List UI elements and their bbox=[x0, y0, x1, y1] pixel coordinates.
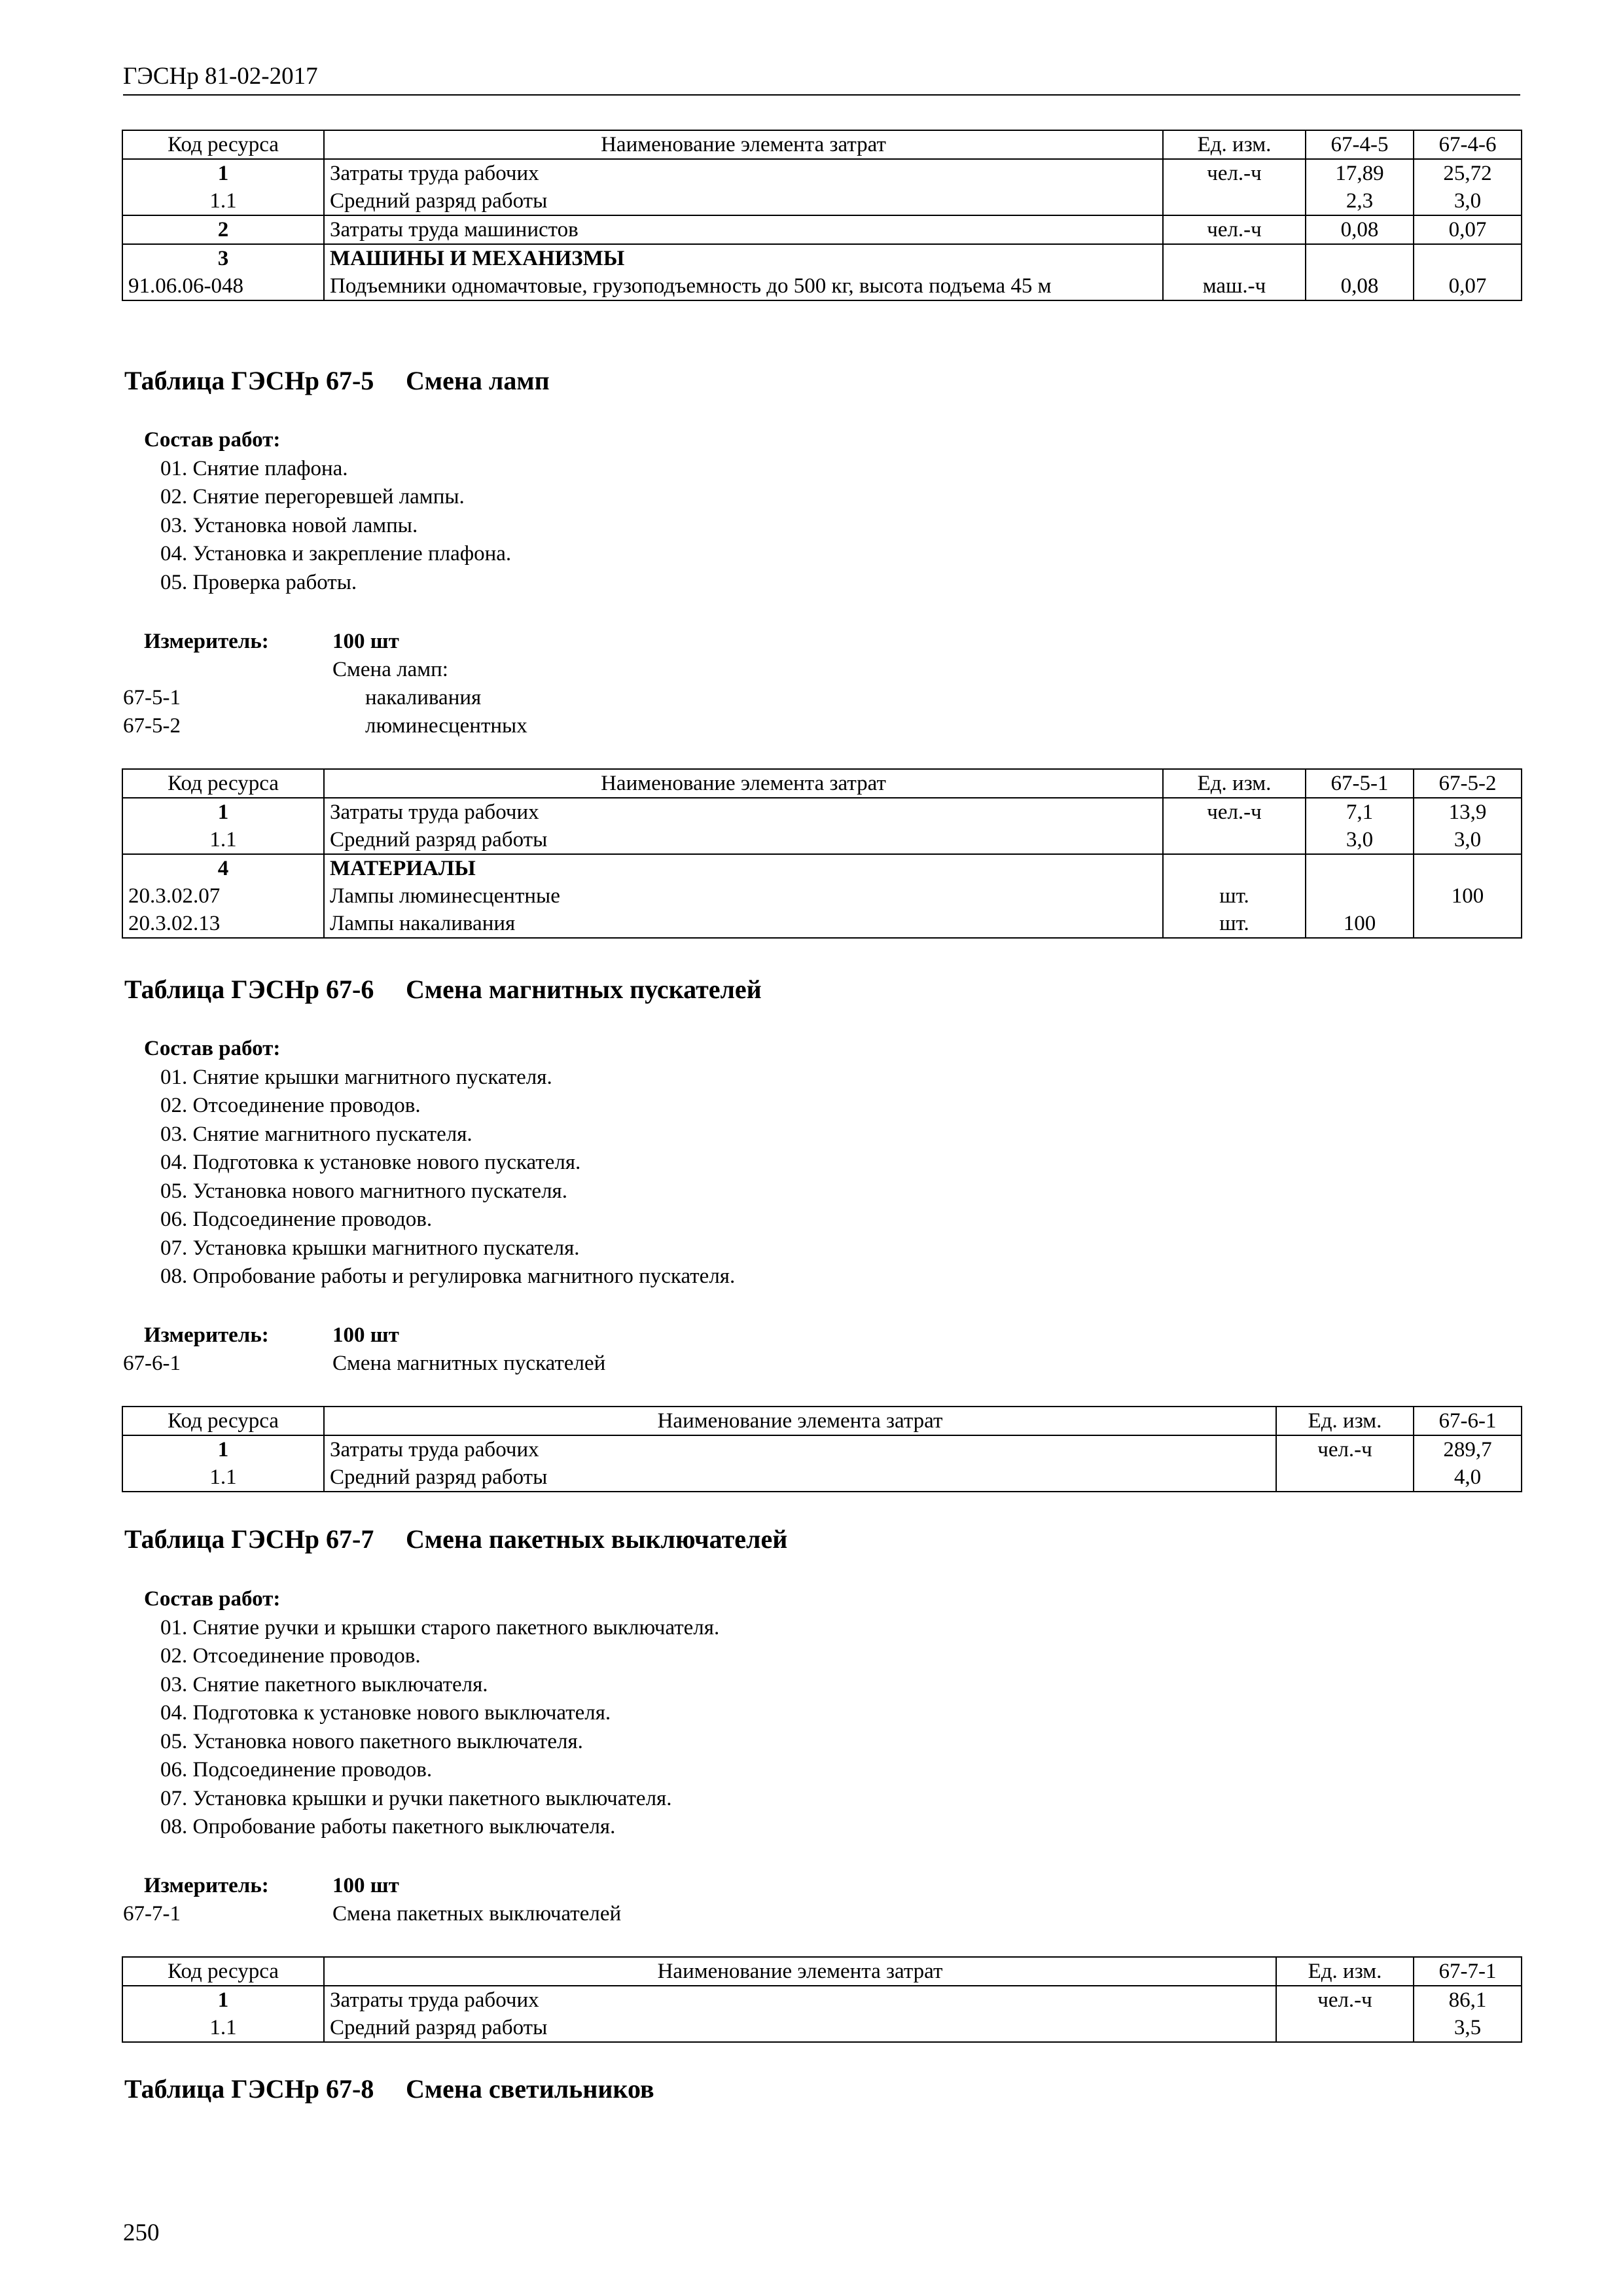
cell-value: 100 bbox=[1306, 910, 1414, 938]
col-header-code: Код ресурса bbox=[122, 1957, 324, 1986]
composition-item: 05. Проверка работы. bbox=[160, 570, 357, 594]
col-header-code: Код ресурса bbox=[122, 130, 324, 159]
col-header-unit: Ед. изм. bbox=[1276, 1407, 1414, 1435]
document-code: ГЭСНр 81-02-2017 bbox=[123, 63, 318, 90]
col-header-67-7-1: 67-7-1 bbox=[1414, 1957, 1522, 1986]
cell-name: Затраты труда рабочих bbox=[324, 1435, 1276, 1463]
cell-value bbox=[1306, 882, 1414, 910]
cell-name: Затраты труда рабочих bbox=[324, 159, 1163, 187]
table-title-67-7 bbox=[124, 1524, 787, 1554]
col-header-67-5-2: 67-5-2 bbox=[1414, 769, 1522, 798]
table-row bbox=[122, 187, 1522, 215]
cell-name: Затраты труда рабочих bbox=[324, 1986, 1276, 2014]
table-header-row bbox=[122, 769, 1522, 798]
col-header-67-4-5: 67-4-5 bbox=[1306, 130, 1414, 159]
composition-item: 07. Установка крышки магнитного пускателя. bbox=[160, 1236, 580, 1260]
composition-item: 02. Снятие перегоревшей лампы. bbox=[160, 485, 465, 509]
resource-table-67-6 bbox=[122, 1406, 1522, 1492]
work-composition-67-7 bbox=[144, 1585, 719, 1842]
table-name: Смена пакетных выключателей bbox=[406, 1524, 788, 1554]
cell-code: 20.3.02.13 bbox=[122, 910, 324, 938]
col-header-code: Код ресурса bbox=[122, 1407, 324, 1435]
table-row bbox=[122, 1986, 1522, 2014]
table-row bbox=[122, 2014, 1522, 2042]
measure-value: 100 шт bbox=[332, 1323, 399, 1347]
cell-unit bbox=[1163, 187, 1306, 215]
table-title-67-6 bbox=[124, 974, 762, 1005]
cell-code: 91.06.06-048 bbox=[122, 272, 324, 300]
composition-item: 07. Установка крышки и ручки пакетного выключателя. bbox=[160, 1786, 672, 1810]
cell-value bbox=[1306, 854, 1414, 882]
cell-name: Подъемники одномачтовые, грузоподъемность до 500 кг, высота подъема 45 м bbox=[324, 272, 1163, 300]
cell-unit bbox=[1163, 244, 1306, 272]
col-header-name: Наименование элемента затрат bbox=[324, 769, 1163, 798]
resource-table-67-7 bbox=[122, 1956, 1522, 2043]
cell-unit: маш.-ч bbox=[1163, 272, 1306, 300]
col-header-name: Наименование элемента затрат bbox=[324, 130, 1163, 159]
cell-code: 1.1 bbox=[122, 826, 324, 854]
col-header-name: Наименование элемента затрат bbox=[324, 1407, 1276, 1435]
col-header-unit: Ед. изм. bbox=[1163, 769, 1306, 798]
table-row bbox=[122, 882, 1522, 910]
measure-value: 100 шт bbox=[332, 630, 399, 653]
cell-value: 25,72 bbox=[1414, 159, 1522, 187]
table-number: Таблица ГЭСНр 67-6 bbox=[124, 975, 374, 1004]
cell-unit bbox=[1276, 1463, 1414, 1492]
cell-value bbox=[1414, 910, 1522, 938]
cell-value bbox=[1414, 854, 1522, 882]
table-name: Смена магнитных пускателей bbox=[406, 975, 762, 1004]
cell-code: 1 bbox=[122, 1986, 324, 2014]
composition-item: 06. Подсоединение проводов. bbox=[160, 1758, 433, 1782]
cell-value: 17,89 bbox=[1306, 159, 1414, 187]
item-code: 67-7-1 bbox=[123, 1902, 181, 1926]
table-row-section bbox=[122, 244, 1522, 272]
cell-value: 289,7 bbox=[1414, 1435, 1522, 1463]
cell-value: 0,08 bbox=[1306, 215, 1414, 244]
cell-value bbox=[1414, 244, 1522, 272]
cell-unit: чел.-ч bbox=[1163, 798, 1306, 826]
cell-unit bbox=[1163, 826, 1306, 854]
cell-code: 1.1 bbox=[122, 2014, 324, 2042]
cell-code: 20.3.02.07 bbox=[122, 882, 324, 910]
cell-name: Затраты труда рабочих bbox=[324, 798, 1163, 826]
cell-value: 3,0 bbox=[1414, 826, 1522, 854]
cell-unit: шт. bbox=[1163, 910, 1306, 938]
table-header-row bbox=[122, 1957, 1522, 1986]
col-header-67-4-6: 67-4-6 bbox=[1414, 130, 1522, 159]
work-composition-67-6 bbox=[144, 1035, 735, 1291]
col-header-unit: Ед. изм. bbox=[1163, 130, 1306, 159]
composition-item: 04. Установка и закрепление плафона. bbox=[160, 542, 512, 565]
composition-item: 05. Установка нового пакетного выключателя. bbox=[160, 1729, 583, 1753]
table-header-row bbox=[122, 1407, 1522, 1435]
resource-table-67-5 bbox=[122, 768, 1522, 939]
cell-code: 1.1 bbox=[122, 187, 324, 215]
item-code: 67-5-2 bbox=[123, 714, 181, 738]
cell-value: 0,07 bbox=[1414, 215, 1522, 244]
resource-table-67-4 bbox=[122, 130, 1522, 301]
cell-value: 4,0 bbox=[1414, 1463, 1522, 1492]
cell-value: 7,1 bbox=[1306, 798, 1414, 826]
cell-value: 3,0 bbox=[1306, 826, 1414, 854]
composition-item: 01. Снятие крышки магнитного пускателя. bbox=[160, 1065, 552, 1089]
table-row bbox=[122, 1435, 1522, 1463]
col-header-name: Наименование элемента затрат bbox=[324, 1957, 1276, 1986]
measure-label: Измеритель: bbox=[144, 1874, 269, 1897]
cell-value: 0,07 bbox=[1414, 272, 1522, 300]
col-header-code: Код ресурса bbox=[122, 769, 324, 798]
composition-item: 01. Снятие ручки и крышки старого пакетного выключателя. bbox=[160, 1615, 720, 1640]
table-row bbox=[122, 826, 1522, 854]
cell-name: Лампы люминесцентные bbox=[324, 882, 1163, 910]
composition-heading: Состав работ: bbox=[144, 1587, 281, 1611]
table-header-row bbox=[122, 130, 1522, 159]
cell-value: 13,9 bbox=[1414, 798, 1522, 826]
measure-block-67-6 bbox=[123, 1321, 908, 1380]
cell-unit: чел.-ч bbox=[1276, 1435, 1414, 1463]
item-code: 67-6-1 bbox=[123, 1352, 181, 1375]
measure-label: Измеритель: bbox=[144, 1323, 269, 1347]
item-desc: Смена магнитных пускателей bbox=[332, 1352, 606, 1375]
cell-name: Средний разряд работы bbox=[324, 2014, 1276, 2042]
cell-code: 2 bbox=[122, 215, 324, 244]
page-header bbox=[123, 62, 1520, 96]
table-row bbox=[122, 910, 1522, 938]
composition-item: 03. Снятие магнитного пускателя. bbox=[160, 1122, 473, 1146]
table-number: Таблица ГЭСНр 67-8 bbox=[124, 2074, 374, 2104]
cell-value bbox=[1306, 244, 1414, 272]
cell-unit: чел.-ч bbox=[1163, 215, 1306, 244]
table-row-section bbox=[122, 854, 1522, 882]
work-composition-67-5 bbox=[144, 426, 511, 597]
cell-value: 2,3 bbox=[1306, 187, 1414, 215]
col-header-unit: Ед. изм. bbox=[1276, 1957, 1414, 1986]
cell-code: 3 bbox=[122, 244, 324, 272]
composition-item: 08. Опробование работы пакетного выключателя. bbox=[160, 1815, 616, 1839]
cell-value: 3,5 bbox=[1414, 2014, 1522, 2042]
cell-value: 3,0 bbox=[1414, 187, 1522, 215]
cell-value: 100 bbox=[1414, 882, 1522, 910]
table-title-67-5 bbox=[124, 365, 550, 396]
measure-value: 100 шт bbox=[332, 1874, 399, 1897]
table-row bbox=[122, 1463, 1522, 1492]
cell-value: 86,1 bbox=[1414, 1986, 1522, 2014]
composition-heading: Состав работ: bbox=[144, 1037, 281, 1060]
composition-item: 04. Подготовка к установке нового пускателя. bbox=[160, 1151, 581, 1174]
table-number: Таблица ГЭСНр 67-7 bbox=[124, 1524, 374, 1554]
cell-name: Средний разряд работы bbox=[324, 826, 1163, 854]
composition-item: 03. Установка новой лампы. bbox=[160, 513, 418, 537]
cell-name: Средний разряд работы bbox=[324, 187, 1163, 215]
table-row bbox=[122, 272, 1522, 300]
item-code: 67-5-1 bbox=[123, 686, 181, 709]
composition-item: 08. Опробование работы и регулировка магнитного пускателя. bbox=[160, 1265, 736, 1288]
measure-block-67-7 bbox=[123, 1872, 908, 1931]
cell-name: Средний разряд работы bbox=[324, 1463, 1276, 1492]
cell-unit: шт. bbox=[1163, 882, 1306, 910]
measure-label: Измеритель: bbox=[144, 630, 269, 653]
cell-name: МАТЕРИАЛЫ bbox=[324, 854, 1163, 882]
composition-item: 02. Отсоединение проводов. bbox=[160, 1644, 421, 1668]
cell-unit: чел.-ч bbox=[1163, 159, 1306, 187]
cell-name: Лампы накаливания bbox=[324, 910, 1163, 938]
table-row bbox=[122, 798, 1522, 826]
col-header-67-6-1: 67-6-1 bbox=[1414, 1407, 1522, 1435]
cell-unit bbox=[1163, 854, 1306, 882]
cell-name: Затраты труда машинистов bbox=[324, 215, 1163, 244]
composition-item: 02. Отсоединение проводов. bbox=[160, 1094, 421, 1117]
cell-code: 1 bbox=[122, 159, 324, 187]
col-header-67-5-1: 67-5-1 bbox=[1306, 769, 1414, 798]
composition-item: 05. Установка нового магнитного пускателя. bbox=[160, 1179, 567, 1203]
cell-value: 0,08 bbox=[1306, 272, 1414, 300]
item-desc: люминесцентных bbox=[365, 714, 527, 738]
cell-code: 1 bbox=[122, 798, 324, 826]
table-name: Смена ламп bbox=[406, 366, 550, 395]
composition-item: 06. Подсоединение проводов. bbox=[160, 1208, 433, 1231]
item-desc: Смена пакетных выключателей bbox=[332, 1902, 622, 1926]
composition-item: 04. Подготовка к установке нового выключателя. bbox=[160, 1701, 611, 1725]
cell-code: 1 bbox=[122, 1435, 324, 1463]
cell-name: МАШИНЫ И МЕХАНИЗМЫ bbox=[324, 244, 1163, 272]
item-desc: накаливания bbox=[365, 686, 482, 709]
composition-item: 03. Снятие пакетного выключателя. bbox=[160, 1672, 488, 1696]
cell-code: 4 bbox=[122, 854, 324, 882]
table-title-67-8 bbox=[124, 2073, 654, 2104]
composition-heading: Состав работ: bbox=[144, 428, 281, 452]
cell-unit bbox=[1276, 2014, 1414, 2042]
composition-item: 01. Снятие плафона. bbox=[160, 456, 348, 480]
measure-block-67-5 bbox=[123, 628, 908, 745]
table-row bbox=[122, 159, 1522, 187]
table-name: Смена светильников bbox=[406, 2074, 654, 2104]
cell-code: 1.1 bbox=[122, 1463, 324, 1492]
table-number: Таблица ГЭСНр 67-5 bbox=[124, 366, 374, 395]
group-label: Смена ламп: bbox=[332, 658, 448, 681]
page-number: 250 bbox=[123, 2219, 160, 2246]
cell-unit: чел.-ч bbox=[1276, 1986, 1414, 2014]
table-row bbox=[122, 215, 1522, 244]
